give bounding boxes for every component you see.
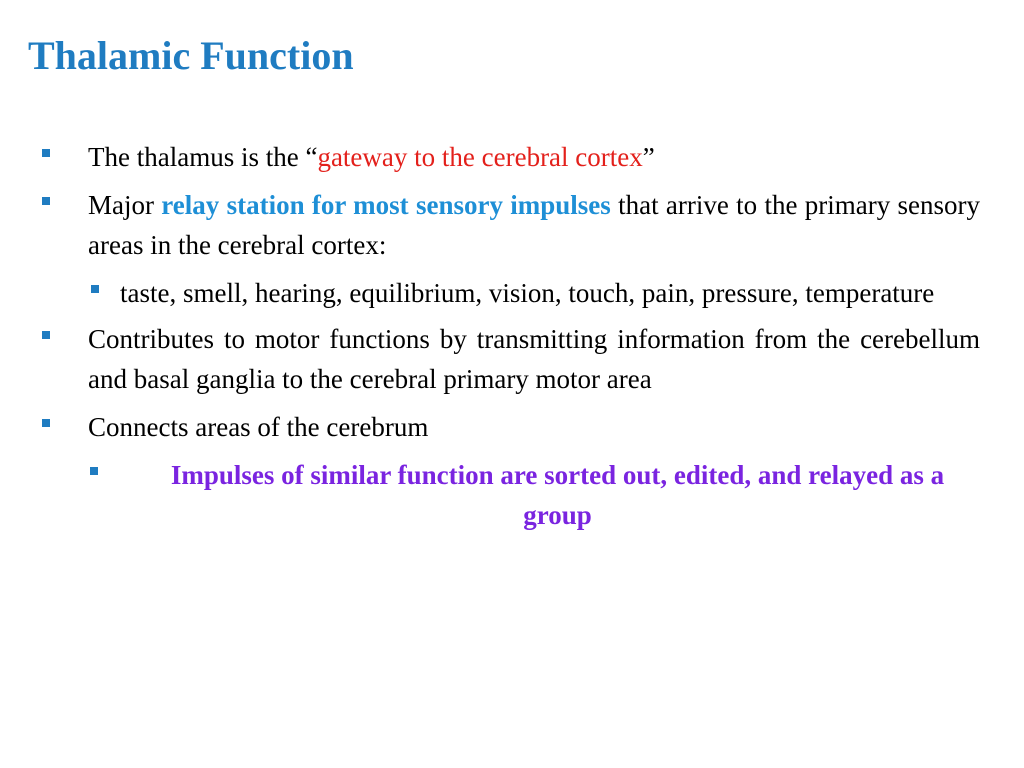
bullet-list xyxy=(40,137,980,535)
bullet-item-gateway xyxy=(40,137,980,177)
bullet-text: Contributes to motor functions by transmitting information from the cerebellum and basal ganglia to the cerebral primary motor area xyxy=(88,324,980,394)
bullet-item-connects-cerebrum xyxy=(40,407,980,447)
square-bullet-icon xyxy=(42,331,50,339)
sub-bullet-highlight-purple: Impulses of similar function are sorted out, edited, and relayed as a group xyxy=(170,460,945,530)
square-bullet-icon xyxy=(91,285,99,293)
bullet-highlight-blue: relay station for most sensory impulses xyxy=(161,190,611,220)
square-bullet-icon xyxy=(42,149,50,157)
slide-title: Thalamic Function xyxy=(28,33,354,78)
bullet-item-motor-functions xyxy=(40,319,980,399)
square-bullet-icon xyxy=(42,197,50,205)
bullet-text-suffix: that arrive to the primary sensory areas in the cerebral cortex: xyxy=(88,190,980,260)
bullet-item-relay-station xyxy=(40,185,980,265)
bullet-text-suffix: ” xyxy=(642,142,655,172)
bullet-highlight-red: gateway to the cerebral cortex xyxy=(317,142,643,172)
square-bullet-icon xyxy=(90,467,98,475)
sub-bullet-item-impulses xyxy=(40,455,980,535)
bullet-text-prefix: The thalamus is the “ xyxy=(88,142,318,172)
sub-bullet-text: taste, smell, hearing, equilibrium, vision, touch, pain, pressure, temperature xyxy=(120,278,935,308)
square-bullet-icon xyxy=(42,419,50,427)
sub-bullet-item-senses xyxy=(40,273,980,313)
bullet-text-prefix: Major xyxy=(88,190,162,220)
bullet-text: Connects areas of the cerebrum xyxy=(88,412,429,442)
